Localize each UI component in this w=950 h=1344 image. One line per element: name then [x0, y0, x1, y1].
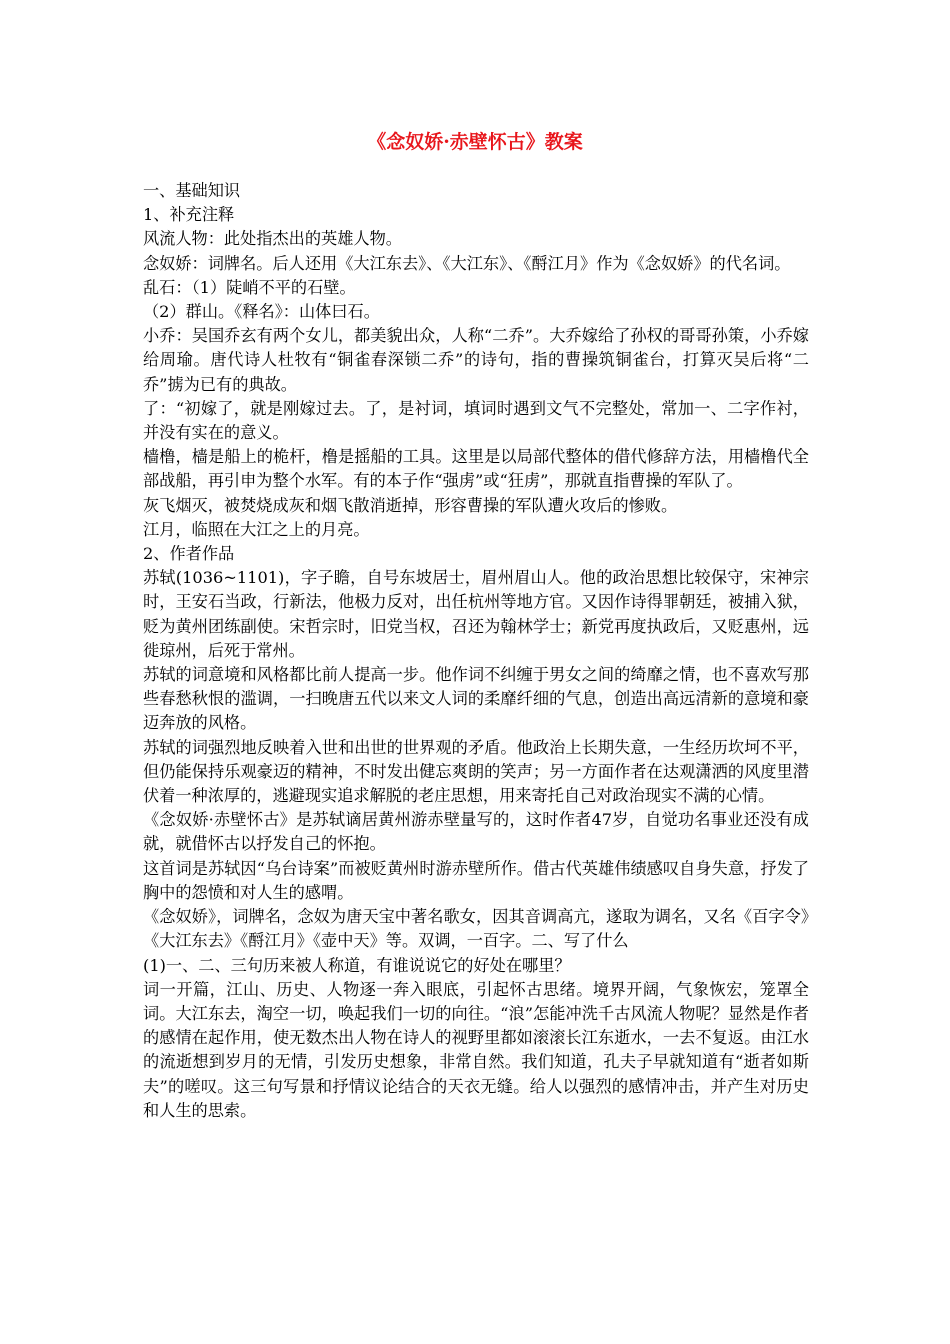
subsection-heading-notes: 1、补充注释: [143, 205, 235, 225]
body-paragraph: 《念奴娇》，词牌名，念奴为唐天宝中著名歌女，因其音调高亢，遂取为调名，又名《百字令》《大江东去》《酹江月》《壶中天》等。双调，一百字。二、写了什么: [143, 907, 809, 951]
note-paragraph: 灰飞烟灭，被焚烧成灰和烟飞散消逝掉，形容曹操的军队遭火攻后的惨败。: [143, 495, 678, 515]
note-paragraph: 了：“初嫁了，就是刚嫁过去。了，是衬词，填词时遇到文气不完整处，常加一、二字作衬，并没有实在的意义。: [143, 398, 809, 443]
section-heading-basics: 一、基础知识: [143, 181, 241, 200]
body-paragraph: 这首词是苏轼因“乌台诗案”而被贬黄州时游赤壁所作。借古代英雄伟绩感叹自身失意，抒发了胸中的怨愤和对人生的感喟。: [143, 858, 809, 902]
body-paragraph: 词一开篇，江山、历史、人物逐一奔入眼底，引起怀古思绪。境界开阔，气象恢宏，笼罩全词。大江东去，淘空一切，唤起我们一切的向往。“浪”怎能冲洗千古风流人物呢？显然是作者的感情在起作用，使无数杰出人物在诗人的视野里都如滚滚长江东逝水，一去不复返。由江水的流逝想到岁月的无情，引发历史想象，非常自然。我们知道，孔夫子早就知道有“逝者如斯夫”的嗟叹。这三句写景和抒情议论结合的天衣无缝。给人以强烈的感情冲击，并产生对历史和人生的思索。: [143, 979, 809, 1120]
body-paragraph: 苏轼(1036~1101)，字子瞻，自号东坡居士，眉州眉山人。他的政治思想比较保守，宋神宗时，王安石当政，行新法，他极力反对，出任杭州等地方官。又因作诗得罪朝廷，被捕入狱，贬为黄州团练副使。宋哲宗时，旧党当权，召还为翰林学士；新党再度执政后，又贬惠州，远徙琼州，后死于常州。: [143, 568, 809, 660]
note-paragraph: 樯橹，樯是船上的桅杆，橹是摇船的工具。这里是以局部代整体的借代修辞方法，用樯橹代全部战船，再引申为整个水军。有的本子作“强虏”或“狂虏”，那就直指曹操的军队了。: [143, 447, 809, 491]
note-paragraph: 江月，临照在大江之上的月亮。: [143, 519, 370, 539]
note-paragraph: （2）群山。《释名》：山体曰石。: [143, 302, 380, 322]
subsection-heading-author: 2、作者作品: [143, 544, 235, 564]
note-paragraph: 风流人物：此处指杰出的英雄人物。: [143, 229, 402, 249]
body-paragraph: 《念奴娇·赤壁怀古》是苏轼谪居黄州游赤壁量写的，这时作者47岁，自觉功名事业还没有成就，就借怀古以抒发自己的怀抱。: [143, 810, 809, 854]
note-paragraph: 小乔：吴国乔玄有两个女儿，都美貌出众，人称“二乔”。大乔嫁给了孙权的哥哥孙策，小乔嫁给周瑜。唐代诗人杜牧有“铜雀春深锁二乔”的诗句，指的曹操筑铜雀台，打算灭吴后将“二乔”掳为已有的典故。: [143, 326, 809, 394]
document-body: [143, 179, 809, 1123]
note-paragraph: 乱石：（1）陡峭不平的石壁。: [143, 277, 356, 297]
note-paragraph: 念奴娇：词牌名。后人还用《大江东去》、《大江东》、《酹江月》作为《念奴娇》的代名词。: [143, 253, 791, 273]
body-paragraph: 苏轼的词强烈地反映着入世和出世的世界观的矛盾。他政治上长期失意，一生经历坎坷不平，但仍能保持乐观豪迈的精神，不时发出健忘爽朗的笑声；另一方面作者在达观潇洒的风度里潜伏着一种浓厚的，逃避现实追求解脱的老庄思想，用来寄托自己对政治现实不满的心情。: [143, 737, 809, 806]
body-paragraph: 苏轼的词意境和风格都比前人提高一步。他作词不纠缠于男女之间的绮靡之情，也不喜欢写那些春愁秋恨的滥调，一扫晚唐五代以来文人词的柔靡纤细的气息，创造出高远清新的意境和豪迈奔放的风格。: [143, 665, 809, 733]
question-paragraph: (1)一、二、三句历来被人称道，有谁说说它的好处在哪里？: [143, 955, 571, 975]
document-title: 《念奴娇·赤壁怀古》教案: [367, 131, 583, 153]
